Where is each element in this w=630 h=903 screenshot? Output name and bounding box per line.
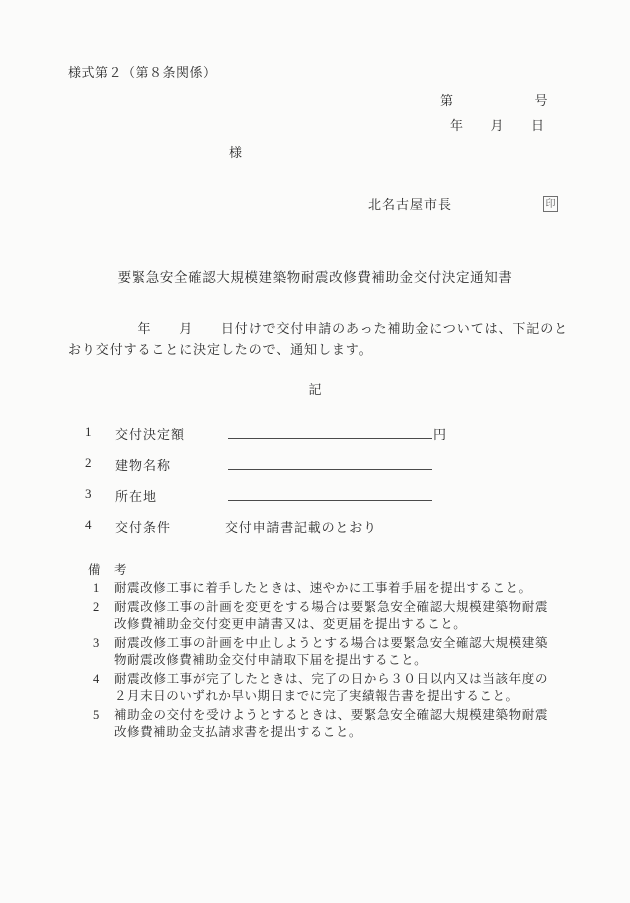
document-number-field: 第 号 bbox=[440, 93, 549, 108]
entry-row bbox=[85, 455, 545, 486]
document-date-field: 年 月 日 bbox=[450, 118, 545, 133]
remark-number: 4 bbox=[93, 671, 100, 686]
remark-text: 耐震改修工事の計画を中止しようとする場合は要緊急安全確認大規模建築物耐震改修費補助金交付申請取下届を提出すること。 bbox=[114, 635, 548, 667]
document-title: 要緊急安全確認大規模建築物耐震改修費補助金交付決定通知書 bbox=[117, 270, 513, 285]
remark-item bbox=[88, 580, 548, 598]
remark-item bbox=[88, 635, 548, 670]
entry-number: 1 bbox=[85, 424, 92, 439]
entry-underline-field[interactable] bbox=[228, 468, 432, 470]
remark-number: 1 bbox=[93, 581, 100, 595]
form-number: 様式第２（第８条関係） bbox=[68, 65, 217, 80]
entry-underline-field[interactable] bbox=[228, 437, 432, 439]
remark-number: 3 bbox=[93, 635, 100, 650]
entry-list bbox=[85, 424, 545, 548]
entry-underline-field[interactable] bbox=[228, 499, 432, 501]
entry-row bbox=[85, 424, 545, 455]
body-paragraph: 年 月 日付けで交付申請のあった補助金については、下記のとおり交付することに決定したので、通知します。 bbox=[68, 321, 569, 357]
entry-number: 3 bbox=[85, 486, 92, 501]
remark-text: 耐震改修工事の計画を変更をする場合は要緊急安全確認大規模建築物耐震改修費補助金交付変更申請書又は、変更届を提出すること。 bbox=[114, 599, 548, 631]
remarks-title: 備 考 bbox=[88, 563, 128, 577]
remark-item bbox=[88, 599, 548, 634]
remark-text: 補助金の交付を受けようとするときは、要緊急安全確認大規模建築物耐震改修費補助金支払請求書を提出すること。 bbox=[114, 707, 548, 739]
addressee-honorific: 様 bbox=[229, 145, 243, 160]
entry-unit: 円 bbox=[433, 427, 447, 442]
entry-row bbox=[85, 486, 545, 517]
remark-item bbox=[88, 707, 548, 742]
entry-value: 交付申請書記載のとおり bbox=[225, 520, 377, 535]
remark-text: 耐震改修工事に着手したときは、速やかに工事着手届を提出すること。 bbox=[114, 581, 532, 595]
entry-number: 4 bbox=[85, 517, 92, 532]
remarks-section bbox=[88, 560, 548, 743]
entry-label: 交付条件 bbox=[115, 520, 172, 535]
entry-number: 2 bbox=[85, 455, 92, 470]
entry-label: 交付決定額 bbox=[115, 427, 186, 442]
remark-text: 耐震改修工事が完了したときは、完了の日から３０日以内又は当該年度の２月末日のいずれか早い期日までに完了実績報告書を提出すること。 bbox=[114, 671, 548, 703]
remark-number: 2 bbox=[93, 599, 100, 614]
remark-item bbox=[88, 671, 548, 706]
entry-row bbox=[85, 517, 545, 548]
seal-stamp-icon: 印 bbox=[543, 196, 558, 212]
entry-label: 所在地 bbox=[115, 489, 158, 504]
issuer-row bbox=[368, 194, 558, 213]
kiji-marker: 記 bbox=[308, 382, 322, 397]
entry-label: 建物名称 bbox=[115, 458, 172, 473]
remark-number: 5 bbox=[93, 707, 100, 722]
issuer-name: 北名古屋市長 bbox=[368, 197, 453, 212]
